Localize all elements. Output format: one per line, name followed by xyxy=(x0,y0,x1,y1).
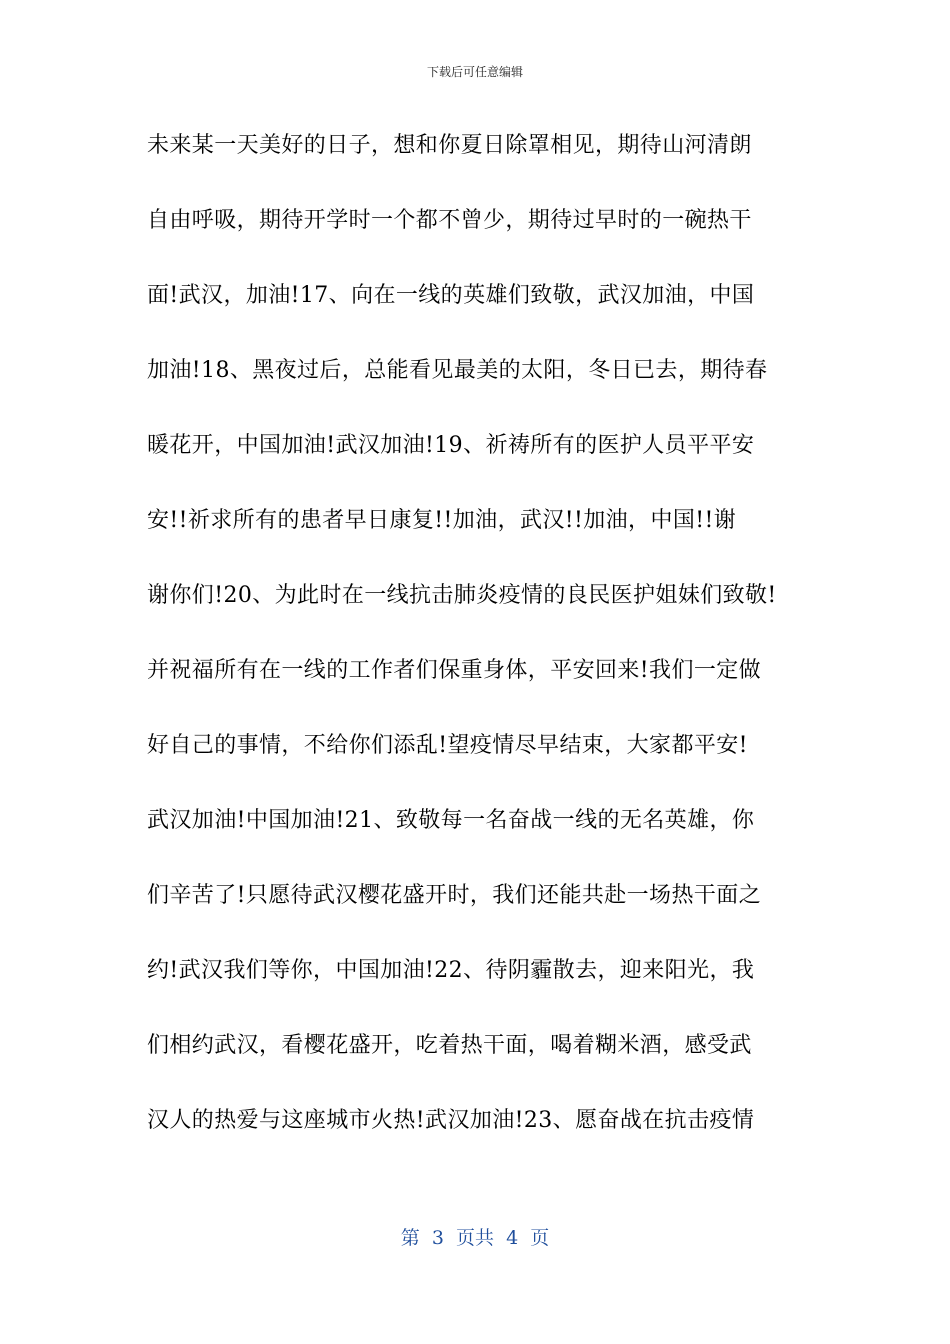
document-body xyxy=(147,126,827,1176)
text-line: 好自己的事情，不给你们添乱!望疫情尽早结束，大家都平安! xyxy=(147,733,748,758)
text-line: 谢你们!20、为此时在一线抗击肺炎疫情的良民医护姐妹们致敬! xyxy=(147,583,777,608)
text-line: 加油!18、黑夜过后，总能看见最美的太阳，冬日已去，期待春 xyxy=(147,358,768,383)
text-line: 暖花开，中国加油!武汉加油!19、祈祷所有的医护人员平平安 xyxy=(147,433,755,458)
text-line: 面!武汉，加油!17、向在一线的英雄们致敬，武汉加油，中国 xyxy=(147,283,755,308)
text-line: 未来某一天美好的日子，想和你夏日除罩相见，期待山河清朗 xyxy=(147,133,752,158)
text-line: 并祝福所有在一线的工作者们保重身体，平安回来!我们一定做 xyxy=(147,658,762,683)
text-line: 武汉加油!中国加油!21、致敬每一名奋战一线的无名英雄，你 xyxy=(147,808,755,833)
text-line: 自由呼吸，期待开学时一个都不曾少，期待过早时的一碗热干 xyxy=(147,208,752,233)
text-line: 们相约武汉，看樱花盛开，吃着热干面，喝着糊米酒，感受武 xyxy=(147,1033,752,1058)
text-line: 们辛苦了!只愿待武汉樱花盛开时，我们还能共赴一场热干面之 xyxy=(147,883,762,908)
page-number-footer: 第 3 页共 4 页 xyxy=(400,1227,550,1249)
text-line: 约!武汉我们等你，中国加油!22、待阴霾散去，迎来阳光，我 xyxy=(147,958,755,983)
text-line: 安!!祈求所有的患者早日康复!!加油，武汉!!加油，中国!!谢 xyxy=(147,508,737,533)
text-line: 汉人的热爱与这座城市火热!武汉加油!23、愿奋战在抗击疫情 xyxy=(147,1108,755,1133)
page-header: 下载后可任意编辑 xyxy=(426,65,523,79)
